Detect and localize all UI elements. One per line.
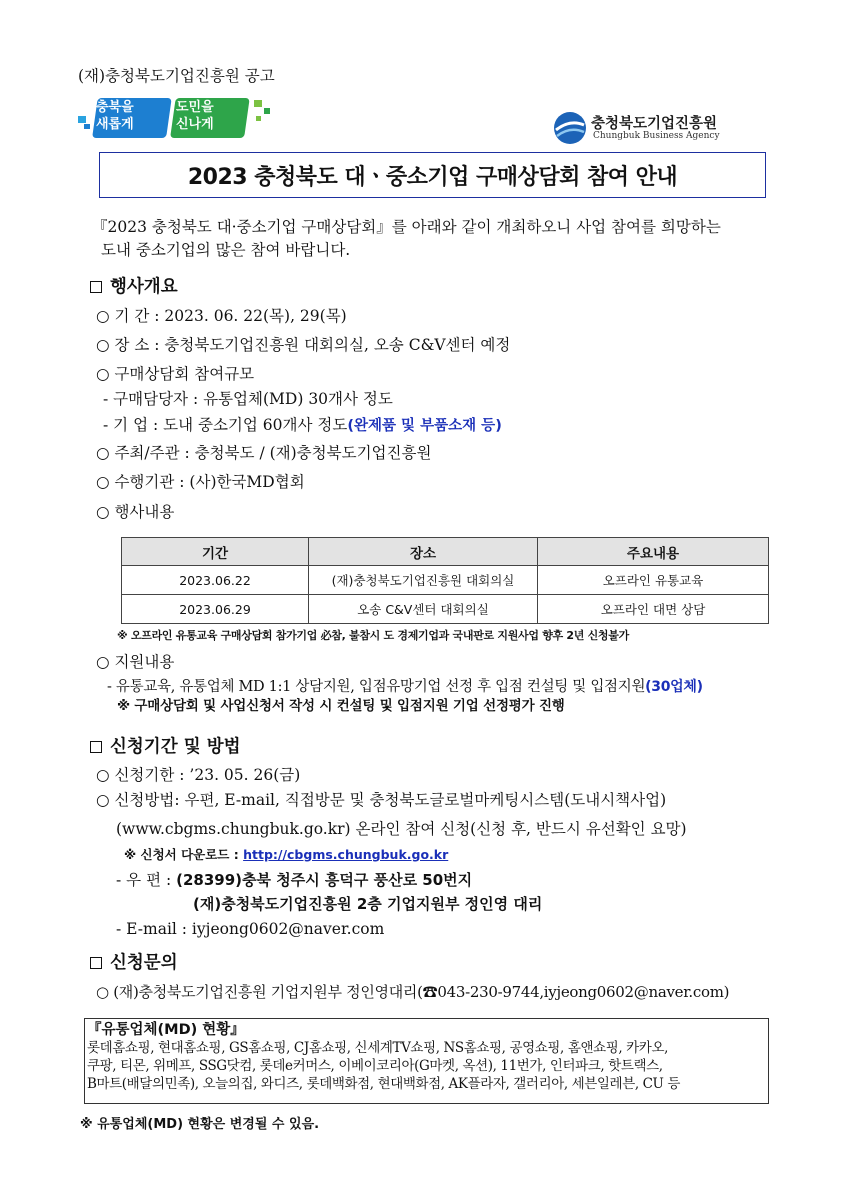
inquiry-contact: ○ (재)충청북도기업진흥원 기업지원부 정인영대리(☎043-230-9744,iyjeong0602@naver.com) — [96, 983, 730, 1001]
table-cell: 2023.06.22 — [122, 566, 309, 595]
md-list-line: 롯데홈쇼핑, 현대홈쇼핑, GS홈쇼핑, CJ홈쇼핑, 신세계TV쇼핑, NS홈쇼핑, 공영쇼핑, 홈앤쇼핑, 카카오, — [87, 1040, 668, 1056]
intro-line-1: 『2023 충청북도 대·중소기업 구매상담회』를 아래와 같이 개최하오니 사업 참여를 희망하는 — [92, 218, 721, 236]
notice-header: (재)충청북도기업진흥원 공고 — [78, 67, 275, 85]
event-company: - 기 업 : 도내 중소기업 60개사 정도(완제품 및 부품소재 등) — [103, 416, 502, 434]
post-line-2: (재)충청북도기업진흥원 2층 기업지원부 정인영 대리 — [193, 895, 543, 913]
download-link[interactable]: http://cbgms.chungbuk.go.kr — [243, 847, 449, 862]
section-heading-inquiry: 신청문의 — [90, 949, 178, 974]
table-note: ※ 오프라인 유통교육 구매상담회 참가기업 必참, 불참시 도 경제기업과 국내판로 지원사업 향후 2년 신청불가 — [117, 629, 629, 642]
table-header: 기간 — [122, 538, 309, 566]
table-header: 주요내용 — [538, 538, 769, 566]
event-buyer: - 구매담당자 : 유통업체(MD) 30개사 정도 — [103, 390, 393, 408]
md-list-line: B마트(배달의민족), 오늘의집, 와디즈, 롯데백화점, 현대백화점, AK플라자, 갤러리아, 세븐일레븐, CU 등 — [87, 1076, 681, 1092]
section-heading-overview: 행사개요 — [90, 273, 178, 298]
intro-line-2: 도내 중소기업의 많은 참여 바랍니다. — [101, 241, 351, 259]
table-cell: 오프라인 대면 상담 — [538, 595, 769, 624]
apply-email: - E-mail : iyjeong0602@naver.com — [116, 920, 385, 938]
table-row — [122, 566, 769, 595]
support-heading: ○ 지원내용 — [96, 653, 175, 671]
apply-deadline: ○ 신청기한 : ’23. 05. 26(금) — [96, 766, 301, 784]
table-header: 장소 — [309, 538, 538, 566]
apply-method-1: ○ 신청방법: 우편, E-mail, 직접방문 및 충청북도글로벌마케팅시스템(도내시책사업) — [96, 791, 667, 809]
download-line: ※ 신청서 다운로드 : http://cbgms.chungbuk.go.kr — [124, 847, 449, 862]
event-place: ○ 장 소 : 충청북도기업진흥원 대회의실, 오송 C&V센터 예정 — [96, 336, 511, 354]
slogan-text-a: 충북을 새롭게 — [96, 100, 134, 132]
table-row — [122, 595, 769, 624]
table-header-row — [122, 538, 769, 566]
slogan-text-b: 도민을 신나게 — [176, 100, 214, 132]
table-cell: 2023.06.29 — [122, 595, 309, 624]
checkbox-square-icon — [90, 741, 102, 753]
checkbox-square-icon — [90, 281, 102, 293]
table-cell: 오송 C&V센터 대회의실 — [309, 595, 538, 624]
event-operator: ○ 수행기관 : (사)한국MD협회 — [96, 473, 305, 491]
event-host: ○ 주최/주관 : 충청북도 / (재)충청북도기업진흥원 — [96, 444, 432, 462]
page-title: 2023 충청북도 대ㆍ중소기업 구매상담회 참여 안내 — [187, 164, 678, 190]
event-scale: ○ 구매상담회 참여규모 — [96, 365, 255, 383]
agency-logo: 충청북도기업진흥원 Chungbuk Business Agency — [553, 110, 738, 148]
checkbox-square-icon — [90, 957, 102, 969]
title-box — [99, 152, 766, 198]
event-contents: ○ 행사내용 — [96, 503, 175, 521]
schedule-table — [121, 537, 769, 624]
event-period: ○ 기 간 : 2023. 06. 22(목), 29(목) — [96, 307, 347, 325]
footer-note: ※ 유통업체(MD) 현황은 변경될 수 있음. — [80, 1117, 320, 1132]
agency-emblem-icon — [553, 111, 587, 145]
post-line-1: - 우 편 : (28399)충북 청주시 흥덕구 풍산로 50번지 — [116, 871, 473, 889]
section-heading-apply: 신청기간 및 방법 — [90, 733, 241, 758]
md-status-box — [84, 1018, 769, 1104]
support-detail: - 유통교육, 유통업체 MD 1:1 상담지원, 입점유망기업 선정 후 입점 컨설팅 및 입점지원(30업체) — [107, 679, 703, 695]
table-cell: (재)충청북도기업진흥원 대회의실 — [309, 566, 538, 595]
md-list-line: 쿠팡, 티몬, 위메프, SSG닷컴, 롯데e커머스, 이베이코리아(G마켓, 옥션), 11번가, 인터파크, 핫트랙스, — [87, 1058, 663, 1074]
table-cell: 오프라인 유통교육 — [538, 566, 769, 595]
support-note: ※ 구매상담회 및 사업신청서 작성 시 컨설팅 및 입점지원 기업 선정평가 진행 — [117, 698, 565, 714]
apply-method-2: (www.cbgms.chungbuk.go.kr) 온라인 참여 신청(신청 후, 반드시 유선확인 요망) — [116, 820, 687, 838]
md-box-title: 『유통업체(MD) 현황』 — [87, 1022, 245, 1038]
